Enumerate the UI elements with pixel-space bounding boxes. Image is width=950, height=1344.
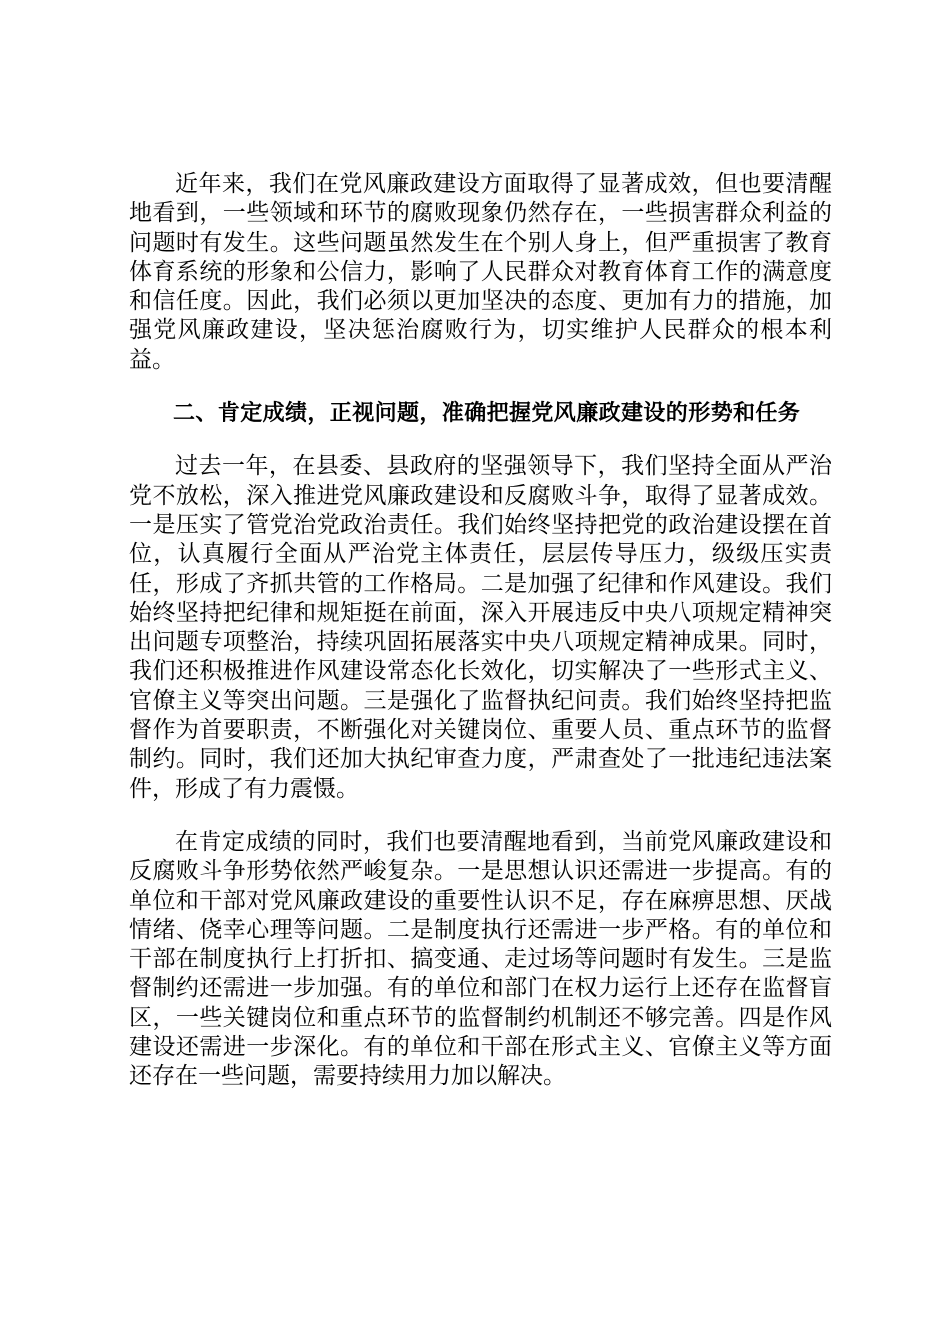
section-heading: 二、肯定成绩，正视问题，准确把握党风廉政建设的形势和任务	[173, 401, 801, 427]
paragraph-intro: 近年来，我们在党风廉政建设方面取得了显著成效，但也要清醒地看到，一些领域和环节的腐败现象仍然存在，一些损害群众利益的问题时有发生。这些问题虽然发生在个别人身上，但严重损害了教育体育系统的形象和公信力，影响了人民群众对教育体育工作的满意度和信任度。因此，我们必须以更加坚决的态度、更加有力的措施，加强党风廉政建设，坚决惩治腐败行为，切实维护人民群众的根本利益。	[129, 171, 832, 373]
paragraph-achievements: 过去一年，在县委、县政府的坚强领导下，我们坚持全面从严治党不放松，深入推进党风廉政建设和反腐败斗争，取得了显著成效。一是压实了管党治党政治责任。我们始终坚持把党的政治建设摆在首位，认真履行全面从严治党主体责任，层层传导压力，级级压实责任，形成了齐抓共管的工作格局。二是加强了纪律和作风建设。我们始终坚持把纪律和规矩挺在前面，深入开展违反中央八项规定精神突出问题专项整治，持续巩固拓展落实中央八项规定精神成果。同时，我们还积极推进作风建设常态化长效化，切实解决了一些形式主义、官僚主义等突出问题。三是强化了监督执纪问责。我们始终坚持把监督作为首要职责，不断强化对关键岗位、重要人员、重点环节的监督制约。同时，我们还加大执纪审查力度，严肃查处了一批违纪违法案件，形成了有力震慑。	[129, 453, 832, 802]
document-page	[129, 170, 832, 1092]
paragraph-problems: 在肯定成绩的同时，我们也要清醒地看到，当前党风廉政建设和反腐败斗争形势依然严峻复杂。一是思想认识还需进一步提高。有的单位和干部对党风廉政建设的重要性认识不足，存在麻痹思想、厌战情绪、侥幸心理等问题。二是制度执行还需进一步严格。有的单位和干部在制度执行上打折扣、搞变通、走过场等问题时有发生。三是监督制约还需进一步加强。有的单位和部门在权力运行上还存在监督盲区，一些关键岗位和重点环节的监督制约机制还不够完善。四是作风建设还需进一步深化。有的单位和干部在形式主义、官僚主义等方面还存在一些问题，需要持续用力加以解决。	[129, 828, 832, 1090]
